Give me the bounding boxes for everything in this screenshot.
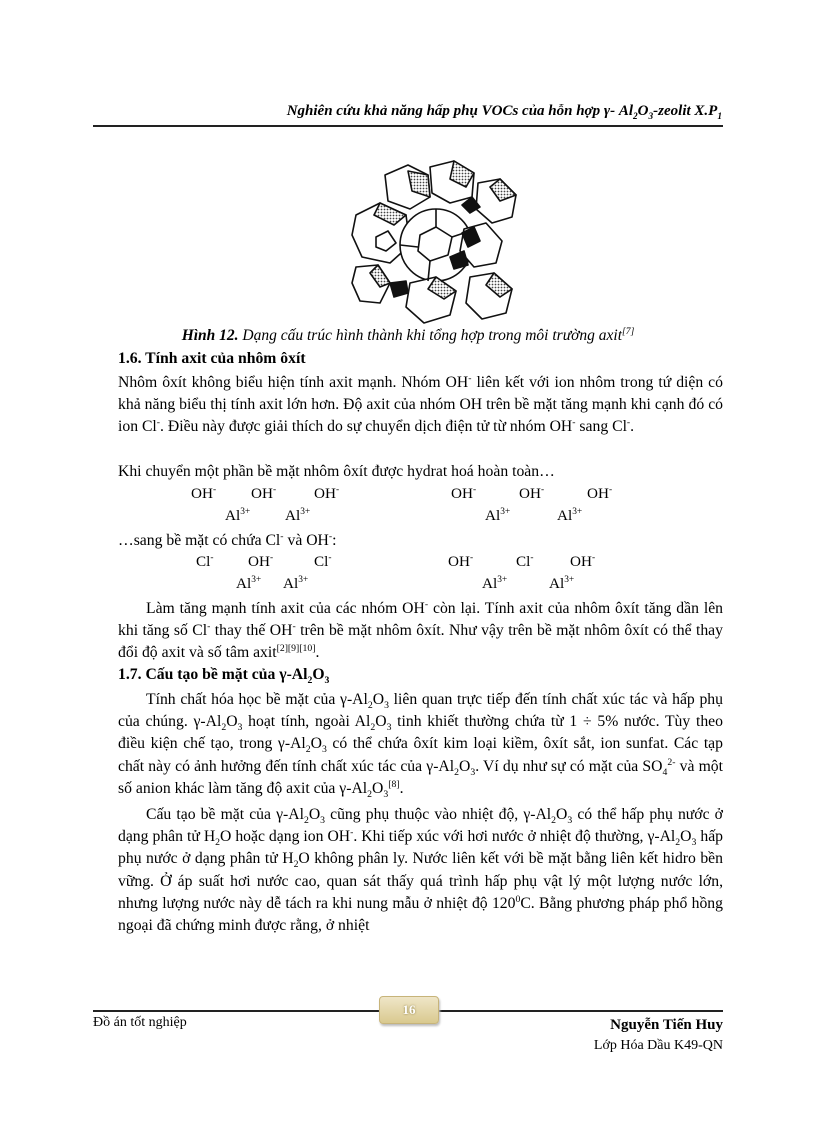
- scheme-oh: OH-: [314, 484, 340, 502]
- scheme-al: $Al^{3+}$: [549, 574, 575, 592]
- paragraph-acidity-increase: Làm tăng mạnh tính axit của các nhóm OH- còn lại. Tính axit của nhôm ôxít tăng dần lên khi tăng số Cl- thay thế OH- trên bề mặt nhôm ôxít. Như vậy trên bề mặt nhôm ôxít có thể thay đổi độ axit và số tâm axit[2][9][10].: [118, 598, 723, 662]
- scheme-al: $Al^{3+}$: [285, 506, 311, 524]
- footer-left: Đồ án tốt nghiệp: [93, 1015, 187, 1030]
- scheme-oh: OH-: [587, 484, 613, 502]
- section-heading-1-7: 1.7. Cấu tạo bề mặt của $\gamma-Al_2O_3$: [118, 666, 330, 687]
- scheme-oh: OH-: [570, 552, 596, 570]
- section-heading-1-6: 1.6. Tính axit của nhôm ôxít: [118, 350, 306, 367]
- paragraph-acidity-intro: Nhôm ôxít không biểu hiện tính axit mạnh. Nhóm OH- liên kết với ion nhôm trong tứ diện có khả năng biểu thị tính axit lớn hơn. Độ axit của nhóm OH trên bề mặt tăng mạnh khi cạnh đó có ion Cl-. Điều này được giải thích do sự chuyển dịch điện tử từ nhóm OH- sang Cl-.: [118, 372, 723, 436]
- scheme-oh: OH-: [251, 484, 277, 502]
- footer-right: [594, 1015, 723, 1056]
- header-rule: [93, 125, 723, 127]
- paragraph-surface-structure: Cấu tạo bề mặt của $\gamma-Al_2O_3$ cũng phụ thuộc vào nhiệt độ, $\gamma-Al_2O_3$ có thể hấp phụ nước ở dạng phân tử $H_2O$ hoặc dạng ion OH-. Khi tiếp xúc với hơi nước ở nhiệt độ thường, $\gamma-Al_2O_3$ hấp phụ nước ở dạng phân tử $H_2O$ không phân ly. Nước liên kết với bề mặt bằng liên kết hidro bền vững. Ở áp suất hơi nước cao, quan sát thấy quá trình hấp phụ vật lý một lượng nước lớn, nhưng lượng nước này dễ tách ra khi nung mẫu ở nhiệt độ $120^0C$. Bằng phương pháp phổ hồng ngoại đã chứng minh được rằng, ở nhiệt: [118, 806, 723, 935]
- figure-caption: Hình 12. Dạng cấu trúc hình thành khi tổng hợp trong môi trường axit[7]: [181, 325, 635, 344]
- paragraph-surface-chemistry: Tính chất hóa học bề mặt của $\gamma-Al_2O_3$ liên quan trực tiếp đến tính chất xúc tác và hấp phụ của chúng. $\gamma-Al_2O_3$ hoạt tính, ngoài $Al_2O_3$ tinh khiết thường chứa từ 1 ÷ 5% nước. Tùy theo điều kiện chế tạo, trong $\gamma-Al_2O_3$ có thể chứa ôxít kim loại kiềm, ôxít sắt, ion sunfat. Các tạp chất này có ảnh hưởng đến tính chất xúc tác của $\gamma-Al_2O_3$. Ví dụ như sự có mặt của $SO_4^{2-}$ và một số anion khác làm tăng độ axit của $\gamma-Al_2O_3[8]$.: [118, 691, 723, 800]
- scheme-oh: OH-: [248, 552, 274, 570]
- footer-class: Lớp Hóa Dầu K49-QN: [593, 1038, 723, 1053]
- scheme-cl: Cl-: [516, 552, 534, 570]
- zeolite-structure-figure: [350, 157, 520, 327]
- scheme-cl: Cl-: [196, 552, 214, 570]
- paragraph-hydrated-surface: Khi chuyển một phần bề mặt nhôm ôxít được hydrat hoá hoàn toàn…: [118, 463, 555, 480]
- paragraph-cl-surface: …sang bề mặt có chứa Cl- và OH-:: [118, 530, 337, 549]
- scheme-al: $Al^{3+}$: [482, 574, 508, 592]
- page-number: 16: [379, 996, 439, 1024]
- scheme-oh: OH-: [451, 484, 477, 502]
- scheme-al: $Al^{3+}$: [236, 574, 262, 592]
- scheme-al: $Al^{3+}$: [485, 506, 511, 524]
- scheme-oh: OH-: [448, 552, 474, 570]
- scheme-al: $Al^{3+}$: [225, 506, 251, 524]
- scheme-oh: OH-: [191, 484, 217, 502]
- footer-author: Nguyễn Tiến Huy: [610, 1017, 723, 1033]
- running-header: Nghiên cứu khả năng hấp phụ VOCs của hỗn hợp γ- $Al_2O_3$-zeolit $X.P_1$: [286, 103, 722, 122]
- scheme-cl: Cl-: [314, 552, 332, 570]
- scheme-oh: OH-: [519, 484, 545, 502]
- scheme-al: $Al^{3+}$: [283, 574, 309, 592]
- scheme-al: $Al^{3+}$: [557, 506, 583, 524]
